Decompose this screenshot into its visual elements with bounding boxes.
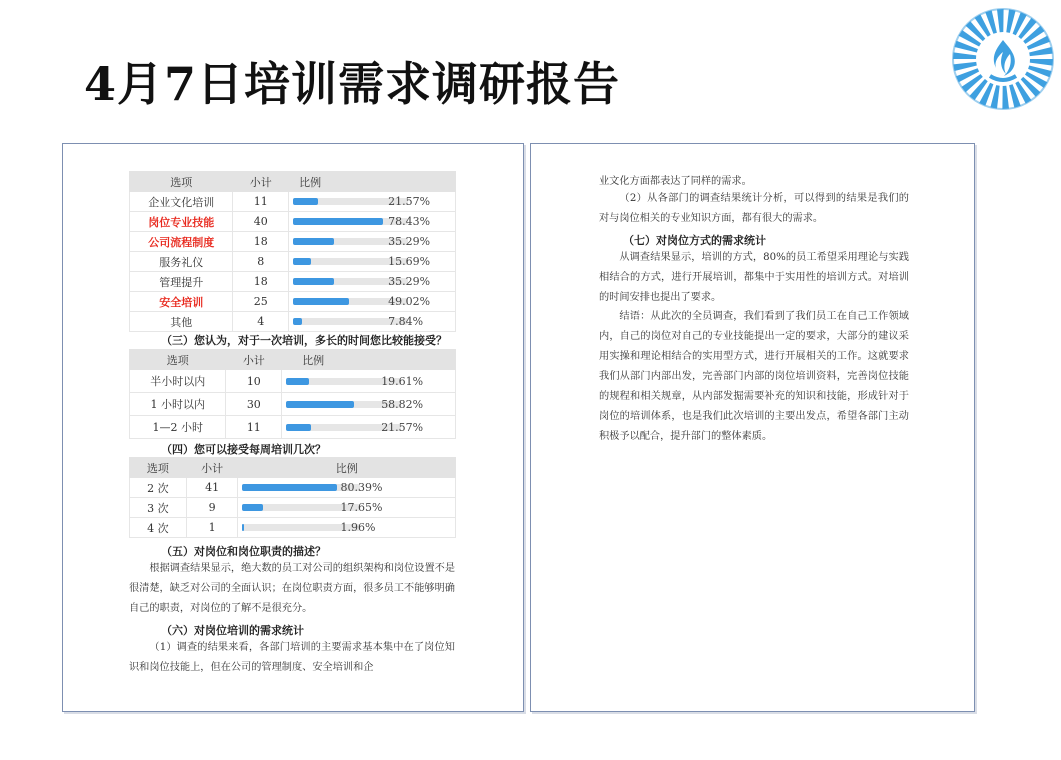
option-ratio — [282, 370, 456, 393]
option-label: 1—2 小时 — [130, 416, 226, 439]
percentage-label: 80.39% — [340, 481, 383, 495]
percentage-label: 21.57% — [381, 420, 424, 434]
table-header-ratio: 比例 — [238, 458, 456, 478]
percentage-label: 19.61% — [381, 374, 424, 388]
option-label: 管理提升 — [130, 272, 233, 292]
table-header-option: 选项 — [130, 172, 233, 192]
option-ratio — [289, 272, 456, 292]
weekly-frequency-table — [129, 457, 456, 538]
table-header-option: 选项 — [130, 350, 226, 370]
percentage-label: 1.96% — [340, 521, 376, 535]
option-count: 41 — [186, 478, 238, 498]
table-row — [130, 478, 456, 498]
option-count: 10 — [226, 370, 282, 393]
document-page-right — [530, 143, 975, 712]
training-duration-table — [129, 349, 456, 439]
question-5-paragraph: 根据调查结果显示，绝大数的员工对公司的组织架构和岗位设置不是很清楚，缺乏对公司的全面认识；在岗位职责方面，很多员工不能够明确自己的职责，对岗位的了解不是很充分。 — [129, 563, 456, 614]
percentage-label: 21.57% — [388, 195, 431, 209]
progress-bar-fill — [242, 524, 244, 531]
table-header-count: 小计 — [226, 350, 282, 370]
percentage-label: 7.84% — [388, 315, 424, 329]
option-label: 4 次 — [130, 518, 187, 538]
progress-bar-fill — [286, 424, 311, 431]
option-label: 服务礼仪 — [130, 252, 233, 272]
option-label: 3 次 — [130, 498, 187, 518]
table-header-option: 选项 — [130, 458, 187, 478]
option-ratio — [289, 312, 456, 332]
option-label: 2 次 — [130, 478, 187, 498]
option-count: 4 — [233, 312, 289, 332]
question-4-heading: （四）您可以接受每周培训几次？ — [161, 443, 326, 456]
question-6-heading: （六）对岗位培训的需求统计 — [161, 624, 304, 637]
option-ratio — [289, 292, 456, 312]
option-count: 1 — [186, 518, 238, 538]
option-label: 企业文化培训 — [130, 192, 233, 212]
progress-bar-fill — [293, 218, 383, 225]
progress-bar-fill — [242, 504, 263, 511]
table-row — [130, 498, 456, 518]
percentage-label: 78.43% — [388, 215, 431, 229]
option-label: 半小时以内 — [130, 370, 226, 393]
table-row — [130, 518, 456, 538]
option-ratio — [289, 192, 456, 212]
option-ratio — [238, 478, 456, 498]
option-ratio — [282, 416, 456, 439]
progress-bar-fill — [242, 484, 337, 491]
percentage-label: 15.69% — [388, 255, 431, 269]
option-label: 公司流程制度 — [130, 232, 233, 252]
slide-title: 4月7日培训需求调研报告 — [84, 57, 621, 111]
progress-bar-fill — [293, 238, 334, 245]
table-row — [130, 192, 456, 212]
conclusion-paragraph: 结语：从此次的全员调查，我们看到了我们员工在自己工作领域内，自己的岗位对自己的专业技能提出一定的要求，大部分的建议采用实操和理论相结合的实用型方式，进行开展相关的工作。这就要求我们从部门内部出发，完善部门内部的岗位培训资料，完善岗位技能的规程和相关规章，从内部发掘需要补充的知识和技能，形成针对于岗位的培训体系，也是我们此次培训的主要出发点，希望各部门主动积极予以配合，提升部门的整体素质。 — [599, 311, 909, 442]
percentage-label: 58.82% — [381, 397, 424, 411]
table-row — [130, 370, 456, 393]
option-label: 其他 — [130, 312, 233, 332]
option-count: 11 — [233, 192, 289, 212]
progress-bar-fill — [293, 298, 349, 305]
option-label: 1 小时以内 — [130, 393, 226, 416]
option-ratio — [289, 212, 456, 232]
progress-bar-fill — [293, 318, 302, 325]
table-row — [130, 416, 456, 439]
progress-bar-fill — [286, 378, 309, 385]
option-ratio — [282, 393, 456, 416]
table-row — [130, 312, 456, 332]
table-header-count: 小计 — [233, 172, 289, 192]
paragraph-2: （2）从各部门的调查结果统计分析，可以得到的结果是我们的对与岗位相关的专业知识方面，都有很大的需求。 — [599, 193, 909, 224]
question-7-heading: （七）对岗位方式的需求统计 — [623, 234, 766, 247]
table-header-ratio: 比例 — [289, 172, 456, 192]
paragraph-continuation: 业文化方面都表达了同样的需求。 — [599, 176, 752, 187]
option-count: 18 — [233, 272, 289, 292]
table-row — [130, 292, 456, 312]
option-ratio — [238, 498, 456, 518]
table-row — [130, 393, 456, 416]
option-label: 岗位专业技能 — [130, 212, 233, 232]
progress-bar-fill — [293, 258, 311, 265]
option-count: 9 — [186, 498, 238, 518]
table-row — [130, 212, 456, 232]
question-3-heading: （三）您认为，对于一次培训，多长的时间您比较能接受？ — [161, 334, 447, 347]
option-count: 30 — [226, 393, 282, 416]
option-ratio — [289, 232, 456, 252]
training-content-table — [129, 171, 456, 332]
table-row — [130, 272, 456, 292]
university-emblem-icon — [950, 6, 1056, 112]
percentage-label: 17.65% — [340, 501, 383, 515]
paragraph-3: 从调查结果显示，培训的方式，80%的员工希望采用理论与实践相结合的方式，进行开展培训，都集中于实用性的培训方式。对培训的时间安排也提出了要求。 — [599, 252, 909, 303]
progress-bar-fill — [293, 278, 334, 285]
table-header-ratio: 比例 — [282, 350, 456, 370]
progress-bar-fill — [286, 401, 354, 408]
option-ratio — [289, 252, 456, 272]
percentage-label: 35.29% — [388, 235, 431, 249]
document-page-left — [62, 143, 524, 712]
table-row — [130, 232, 456, 252]
option-label: 安全培训 — [130, 292, 233, 312]
option-count: 11 — [226, 416, 282, 439]
table-row — [130, 252, 456, 272]
question-5-heading: （五）对岗位和岗位职责的描述？ — [161, 545, 326, 558]
progress-bar-fill — [293, 198, 318, 205]
option-count: 18 — [233, 232, 289, 252]
percentage-label: 49.02% — [388, 295, 431, 309]
percentage-label: 35.29% — [388, 275, 431, 289]
option-count: 25 — [233, 292, 289, 312]
option-count: 40 — [233, 212, 289, 232]
option-ratio — [238, 518, 456, 538]
table-header-count: 小计 — [186, 458, 238, 478]
question-6-paragraph: （1）调查的结果来看，各部门培训的主要需求基本集中在了岗位知识和岗位技能上，但在公司的管理制度、安全培训和企 — [129, 642, 455, 673]
option-count: 8 — [233, 252, 289, 272]
